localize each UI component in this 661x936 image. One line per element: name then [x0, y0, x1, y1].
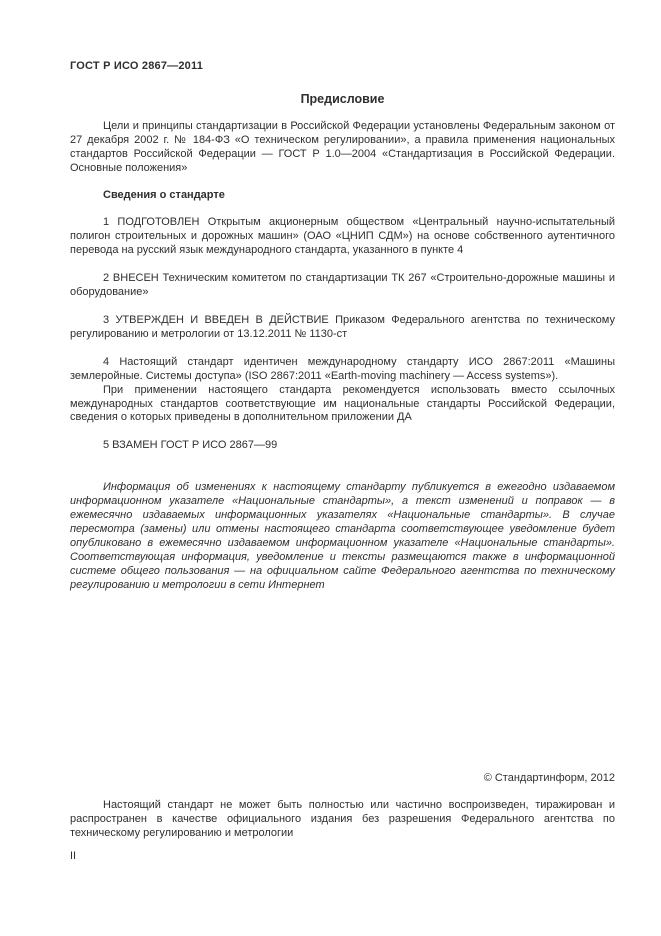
intro-paragraph: Цели и принципы стандартизации в Российской Федерации установлены Федеральным законом от 27 декабря 2002 г. № 184-ФЗ «О техническом регулировании», а правила применения национальных стандартов Российской Федерации — ГОСТ Р 1.0—2004 «Стандартизация в Российской Федерации. Основные положения» [70, 119, 615, 174]
reproduction-restriction-note: Настоящий стандарт не может быть полностью или частично воспроизведен, тиражирован и распространен в качестве официального издания без разрешения Федерального агентства по техническому регулированию и метрологии [70, 799, 615, 840]
amendments-info-note: Информация об изменениях к настоящему стандарту публикуется в ежегодно издаваемом информационном указателе «Национальные стандарты», а текст изменений и поправок — в ежемесячно издаваемых информационных указателях «Национальные стандарты». В случае пересмотра (замены) или отмены настоящего стандарта соответствующее уведомление будет опубликовано в ежемесячно издаваемом информационном указателе «Национальные стандарты». Соответствующая информация, уведомление и тексты размещаются также в информационной системе общего пользования — на официальном сайте Федерального агентства по техническому регулированию и метрологии в сети Интернет [70, 481, 615, 591]
standard-info-item-1: 1 ПОДГОТОВЛЕН Открытым акционерным обществом «Центральный научно-испытательный полигон строительных и дорожных машин» (ОАО «ЦНИП СДМ») на основе собственного аутентичного перевода на русский язык международного стандарта, указанного в пункте 4 [70, 216, 615, 257]
copyright-notice: © Стандартинформ, 2012 [483, 772, 615, 785]
standard-info-item-4-continued: При применении настоящего стандарта рекомендуется использовать вместо ссылочных международных стандартов соответствующие им национальные стандарты Российской Федерации, сведения о которых приведены в дополнительном приложении ДА [70, 383, 615, 424]
standard-info-item-3: 3 УТВЕРЖДЕН И ВВЕДЕН В ДЕЙСТВИЕ Приказом Федерального агентства по техническому регулированию и метрологии от 13.12.2011 № 1130-ст [70, 313, 615, 340]
page-title: Предисловие [300, 91, 385, 106]
standard-info-item-5: 5 ВЗАМЕН ГОСТ Р ИСО 2867—99 [103, 439, 278, 452]
section-heading-standard-info: Сведения о стандарте [103, 188, 225, 201]
standard-designation-header: ГОСТ Р ИСО 2867—2011 [70, 60, 204, 72]
standard-info-item-4: 4 Настоящий стандарт идентичен международному стандарту ИСО 2867:2011 «Машины землеройные. Системы доступа» (ISO 2867:2011 «Earth-moving machinery — Access systems»). [70, 355, 615, 382]
standard-info-item-2: 2 ВНЕСЕН Техническим комитетом по стандартизации ТК 267 «Строительно-дорожные машины и оборудование» [70, 272, 615, 299]
page-number: II [70, 850, 77, 863]
